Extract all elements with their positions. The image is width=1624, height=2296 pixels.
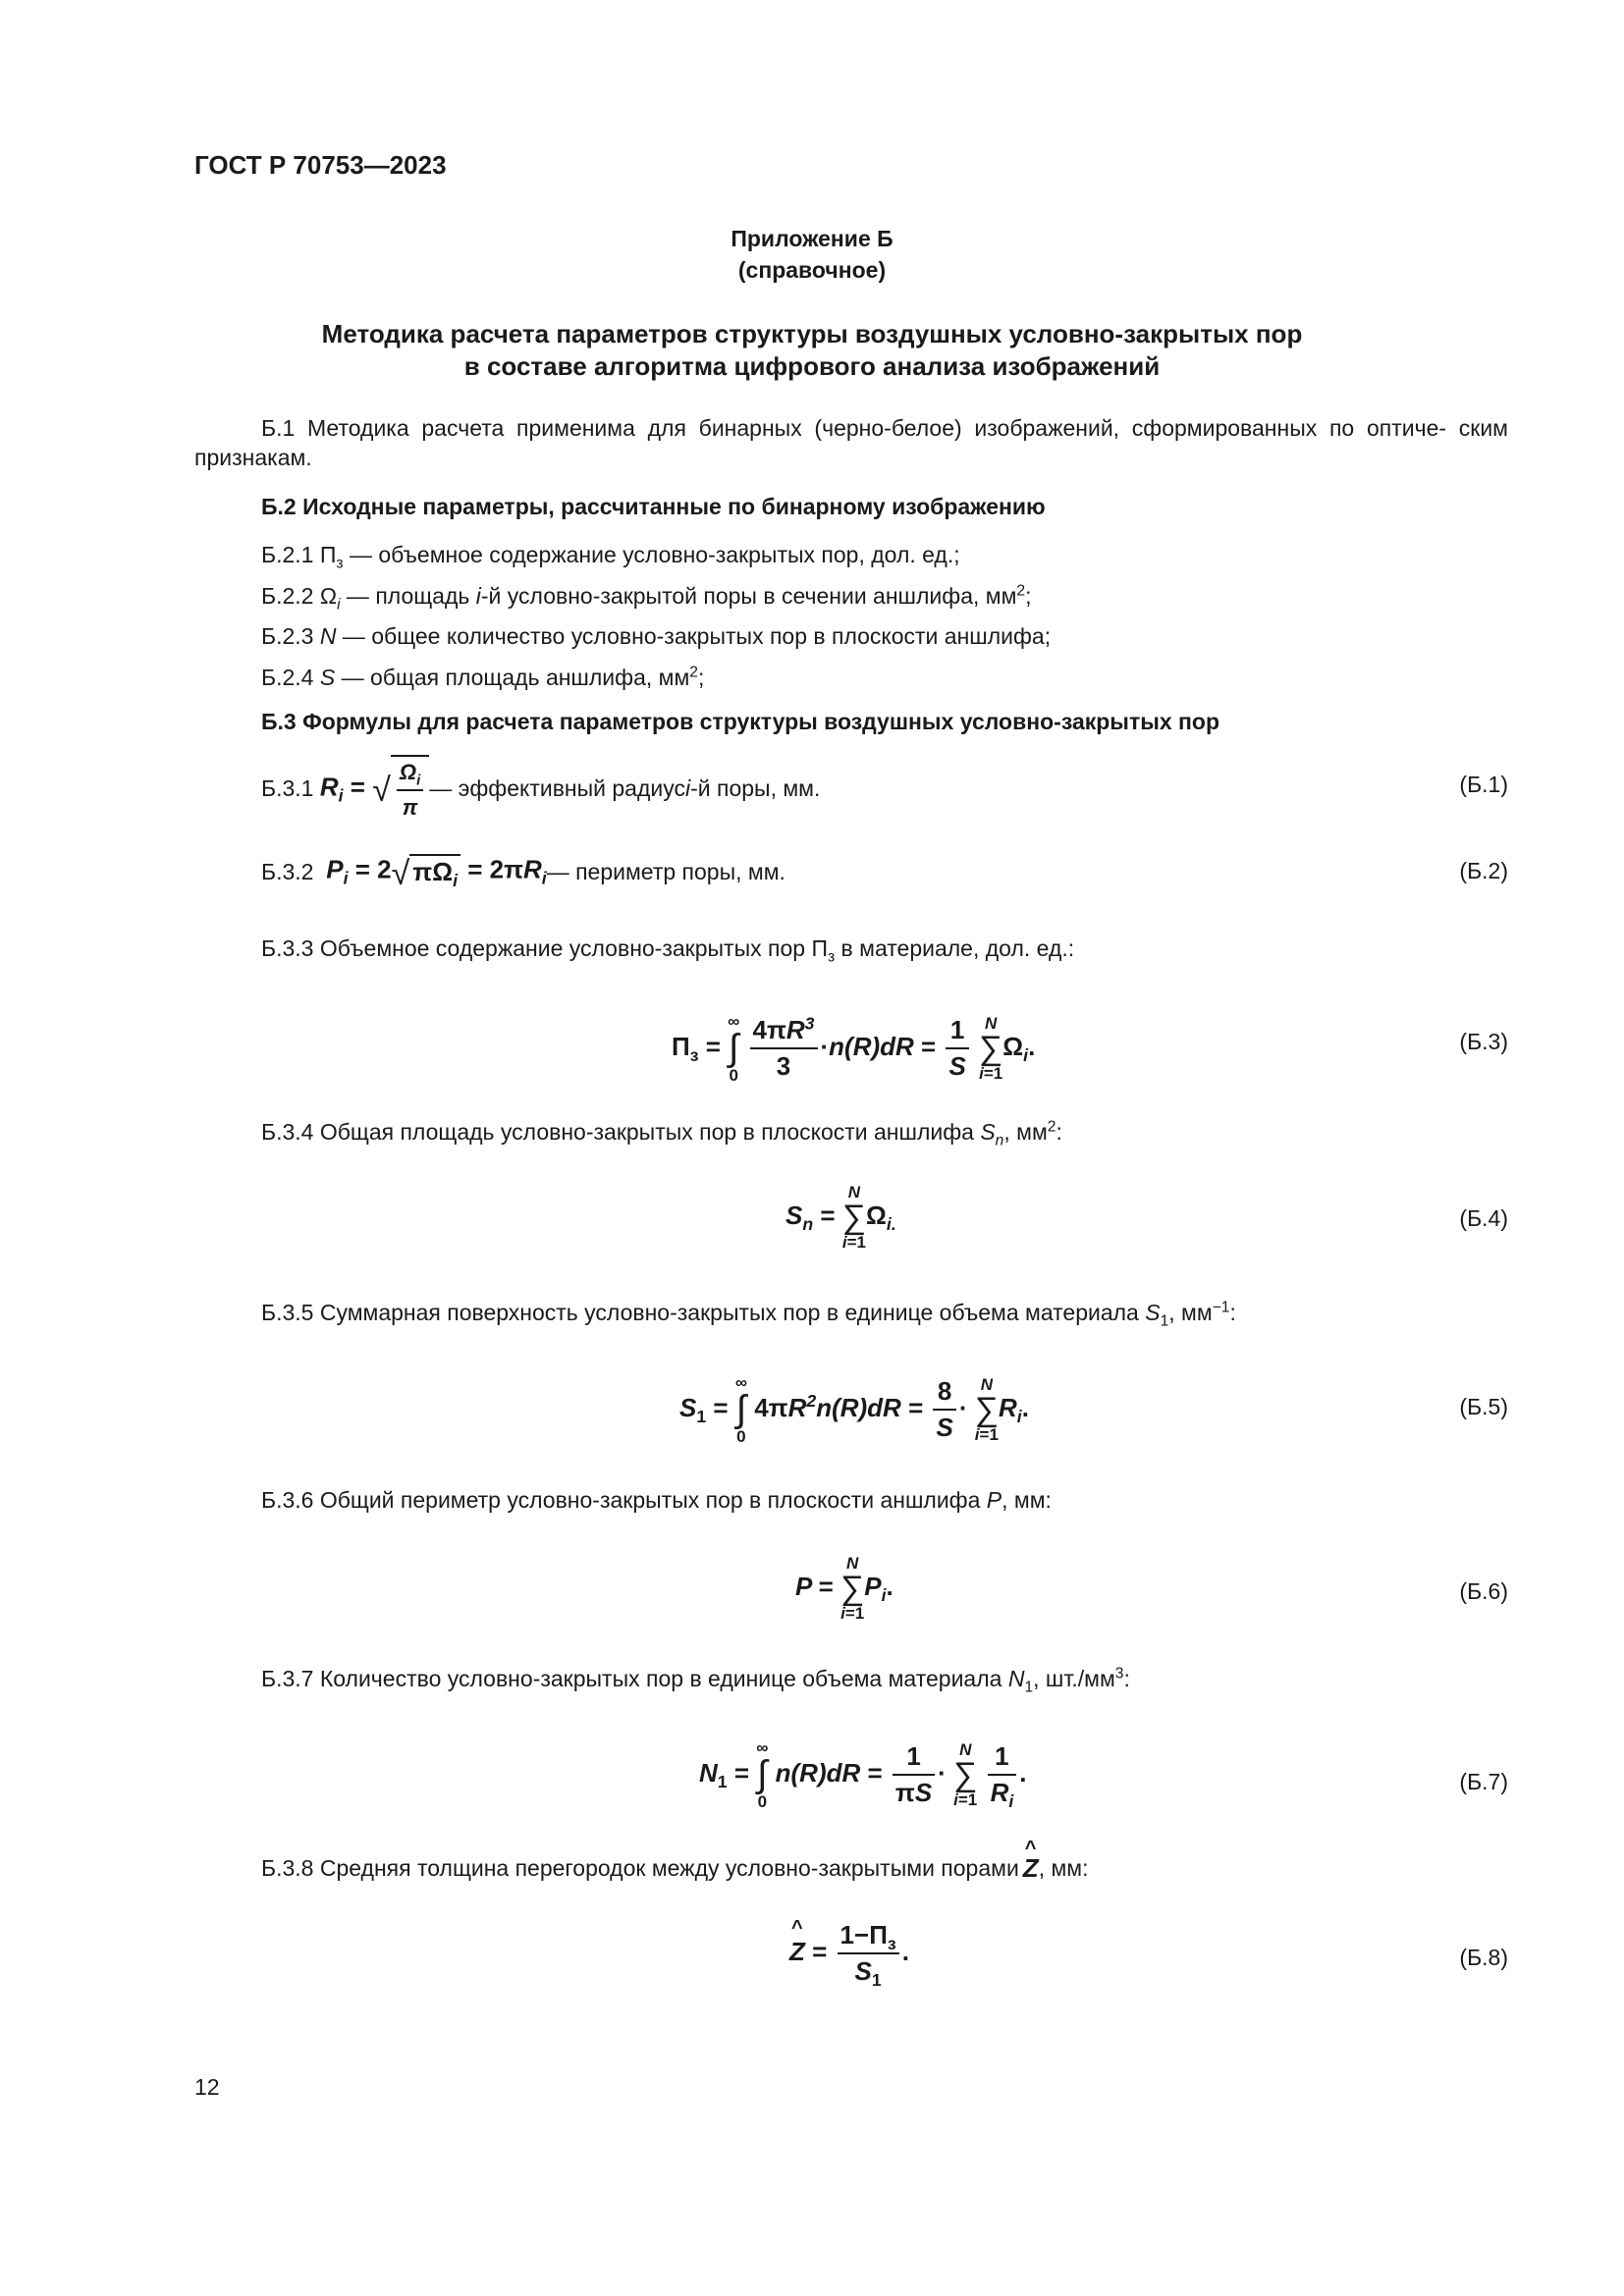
formula-b31-line: Б.3.1 $R_i$ = √ $\frac{\Omega_i}{\pi}$ — эффективный радиус i -й поры, мм. bbox=[261, 754, 820, 823]
appendix-title: Приложение Б bbox=[731, 226, 893, 251]
formula-b34: $S_n$ = N ∑ i=1 $\Omega_{i.}$ bbox=[785, 1183, 896, 1252]
intro-b35: Б.3.5 Суммарная поверхность условно-закрытых пор в единице объема материала $S_1$, $мм^{-1}$: bbox=[261, 1299, 1236, 1330]
item-b22: Б.2.2 $\Omega_i$ — площадь i-й условно-закрытой поры в сечении аншлифа, $мм^2$; bbox=[261, 582, 1032, 614]
formula-b35: $S_1$ = ∞ ∫ 0 $4\pi R^2n(R)dR$ = $\frac{8}{S}$ · N ∑ i=1 $R_i$. bbox=[679, 1373, 1029, 1446]
formula-b32: $P_i = 2√$ $\pi\Omega_i = 2\pi R_i$ bbox=[326, 854, 547, 893]
eqno-b3: (Б.3) bbox=[1459, 1029, 1508, 1054]
appendix-subtitle: (справочное) bbox=[737, 257, 887, 283]
paragraph-b1: Б.1 Методика расчета применима для бинарных (черно-белое) изображений, сформированных по оптиче- ским признакам. bbox=[194, 415, 1508, 470]
eqno-b5: (Б.5) bbox=[1459, 1394, 1508, 1419]
section-b3-title: Б.3 Формулы для расчета параметров структуры воздушных условно-закрытых пор bbox=[261, 709, 1220, 734]
heading-line-2: в составе алгоритма цифрового анализа изображений bbox=[463, 351, 1161, 381]
section-b2-title: Б.2 Исходные параметры, рассчитанные по бинарному изображению bbox=[261, 494, 1046, 519]
heading-line-1: Методика расчета параметров структуры воздушных условно-закрытых пор bbox=[321, 319, 1303, 348]
intro-b36: Б.3.6 Общий периметр условно-закрытых пор в плоскости аншлифа P, мм: bbox=[261, 1487, 1052, 1513]
item-b24: Б.2.4 S — общая площадь аншлифа, $мм^2$; bbox=[261, 664, 705, 690]
eqno-b8: (Б.8) bbox=[1459, 1945, 1508, 1970]
intro-b37: Б.3.7 Количество условно-закрытых пор в единице объема материала $N_1$, $шт./мм^3$: bbox=[261, 1665, 1130, 1696]
eqno-b4: (Б.4) bbox=[1459, 1205, 1508, 1231]
eqno-b7: (Б.7) bbox=[1459, 1769, 1508, 1794]
eqno-b2: (Б.2) bbox=[1459, 858, 1508, 883]
page-number: 12 bbox=[194, 2074, 220, 2100]
formula-b36: P = N ∑ i=1 $P_i$. bbox=[795, 1554, 893, 1623]
formula-b37: $N_1$ = ∞ ∫ 0 n(R)dR = $\frac{1}{\pi S}$ · N ∑ i=1 $\frac{1}{R_i}$ . bbox=[699, 1738, 1027, 1812]
formula-b38: Z ^ = $\frac{1-П_з}{S_1}$ . bbox=[789, 1916, 909, 1991]
formula-b33: $П_з$ = ∞ ∫ 0 $\frac{4\pi R^3}{3}$ ·n(R)dR = $\frac{1}{S}$ N ∑ i=1 $\Omega_i$. bbox=[672, 1012, 1036, 1085]
formula-b32-line: Б.3.2 $P_i = 2√$ $\pi\Omega_i = 2\pi R_i$ — периметр поры, мм. bbox=[261, 854, 785, 893]
item-b21: Б.2.1 $П_з$ — объемное содержание условно-закрытых пор, дол. ед.; bbox=[261, 542, 960, 572]
formula-b31: $R_i$ = √ $\frac{\Omega_i}{\pi}$ bbox=[320, 755, 429, 823]
document-code: ГОСТ Р 70753—2023 bbox=[194, 150, 447, 180]
item-b23: Б.2.3 N — общее количество условно-закрытых пор в плоскости аншлифа; bbox=[261, 623, 1052, 649]
eqno-b6: (Б.6) bbox=[1459, 1578, 1508, 1604]
intro-b38: Б.3.8 Средняя толщина перегородок между условно-закрытыми порами Z ^ , мм: bbox=[261, 1838, 1089, 1883]
intro-b34: Б.3.4 Общая площадь условно-закрытых пор в плоскости аншлифа $S_n$, $мм^2$: bbox=[261, 1118, 1062, 1149]
eqno-b1: (Б.1) bbox=[1459, 772, 1508, 797]
intro-b33: Б.3.3 Объемное содержание условно-закрытых пор $П_з$ в материале, дол. ед.: bbox=[261, 935, 1075, 966]
